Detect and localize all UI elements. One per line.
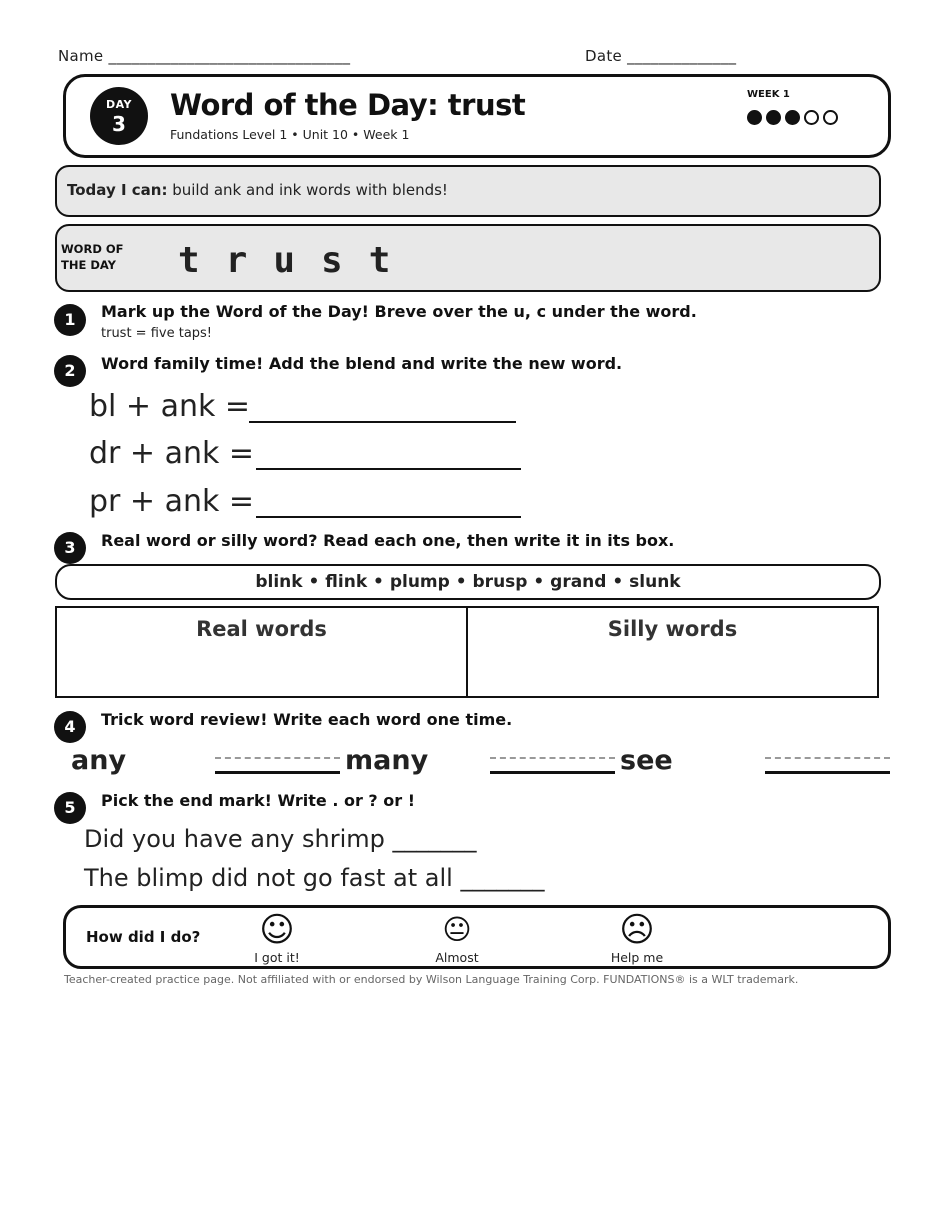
- question-1-note: trust = five taps!: [101, 326, 213, 341]
- word-of-day-label-line1: WORD OF: [61, 242, 124, 256]
- day-number: 3: [112, 112, 126, 136]
- question-3-number: 3: [54, 532, 86, 564]
- neutral-face-icon[interactable]: 😐: [442, 913, 472, 946]
- week-label: WEEK 1: [747, 89, 790, 100]
- self-check-option-label: Almost: [435, 950, 479, 965]
- self-check-label: How did I do?: [86, 928, 201, 946]
- frowning-face-icon[interactable]: ☹: [619, 910, 655, 950]
- word-of-day-label-line2: THE DAY: [61, 258, 117, 272]
- week-progress-dots: [747, 110, 838, 125]
- footer-disclaimer: Teacher-created practice page. Not affiliated with or endorsed by Wilson Language Training Corp. FUNDATIONS® is a WLT trademark.: [64, 973, 799, 986]
- question-1-prompt: Mark up the Word of the Day! Breve over the u, c under the word.: [101, 302, 697, 321]
- question-5-prompt: Pick the end mark! Write . or ? or !: [101, 791, 416, 810]
- trick-word: any: [71, 745, 127, 776]
- page-title: Word of the Day: trust: [170, 88, 526, 122]
- week-dot: [823, 110, 838, 125]
- word-of-day-word: trust: [178, 240, 417, 281]
- week-dot: [804, 110, 819, 125]
- sentence-item[interactable]: Did you have any shrimp _______: [84, 825, 477, 853]
- today-lead: Today I can:: [67, 181, 168, 199]
- question-5-number: 5: [54, 792, 86, 824]
- day-badge: [90, 87, 148, 145]
- blend-item: bl + ank =: [89, 389, 251, 424]
- answer-line[interactable]: [256, 516, 521, 518]
- question-4-prompt: Trick word review! Write each word one time.: [101, 710, 513, 729]
- question-2-number: 2: [54, 355, 86, 387]
- self-check-option-label: Help me: [610, 950, 664, 965]
- name-field[interactable]: Name _______________________________: [58, 47, 351, 65]
- week-dot: [766, 110, 781, 125]
- question-1-number: 1: [54, 304, 86, 336]
- question-3-prompt: Real word or silly word? Read each one, then write it in its box.: [101, 531, 675, 550]
- today-goal: [67, 181, 448, 199]
- real-words-heading: Real words: [196, 617, 327, 641]
- week-dot: [785, 110, 800, 125]
- blend-item: dr + ank =: [89, 436, 255, 471]
- question-4-number: 4: [54, 711, 86, 743]
- word-bank: blink • flink • plump • brusp • grand • slunk: [55, 564, 881, 600]
- word-sort-table: [55, 606, 879, 698]
- trick-word-line[interactable]: [765, 757, 890, 774]
- trick-word-line[interactable]: [490, 757, 615, 774]
- date-field[interactable]: Date ______________: [585, 47, 737, 65]
- answer-line[interactable]: [256, 468, 521, 470]
- page-subtitle: Fundations Level 1 • Unit 10 • Week 1: [170, 127, 410, 142]
- word-of-day-label: [61, 241, 124, 273]
- smiley-face-icon[interactable]: ☺: [259, 910, 295, 950]
- trick-word: many: [345, 745, 429, 776]
- silly-words-heading: Silly words: [607, 617, 738, 641]
- blend-item: pr + ank =: [89, 484, 255, 519]
- real-words-column[interactable]: [57, 608, 466, 696]
- today-text: build ank and ink words with blends!: [167, 181, 448, 199]
- trick-word-line[interactable]: [215, 757, 340, 774]
- day-label: DAY: [105, 98, 133, 111]
- week-dot: [747, 110, 762, 125]
- question-2-prompt: Word family time! Add the blend and write the new word.: [101, 354, 623, 373]
- self-check-option-label: I got it!: [254, 950, 300, 965]
- trick-word: see: [620, 745, 673, 776]
- answer-line[interactable]: [249, 421, 516, 423]
- sentence-item[interactable]: The blimp did not go fast at all _______: [84, 864, 545, 892]
- silly-words-column[interactable]: [466, 608, 877, 696]
